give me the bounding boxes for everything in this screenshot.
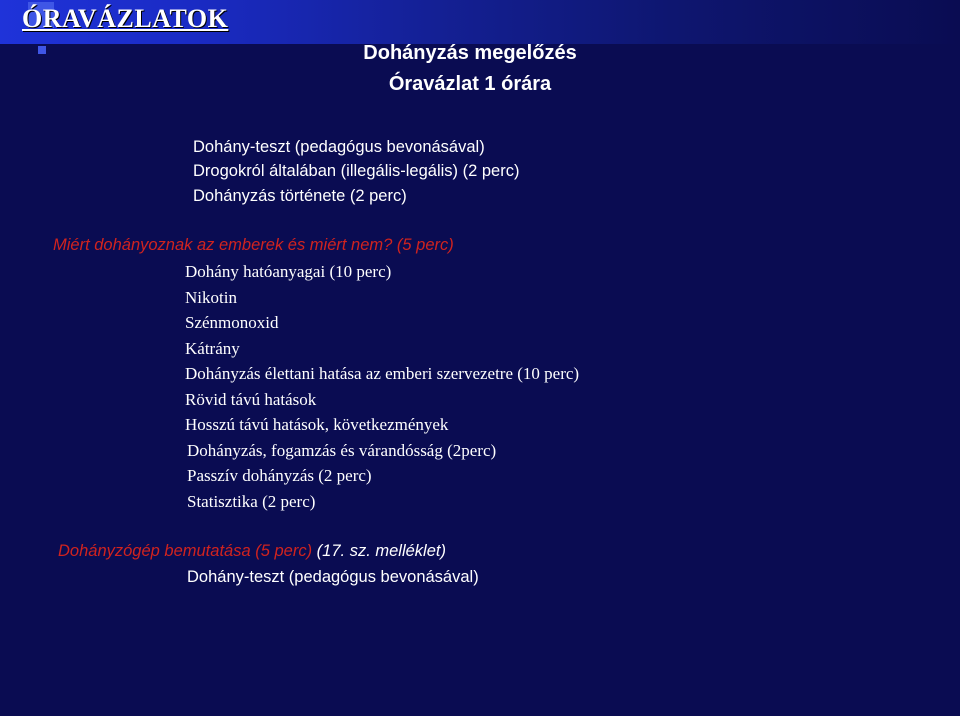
list-item: Dohány hatóanyagai (10 perc) xyxy=(185,262,392,281)
intro-item: Dohányzás története (2 perc) xyxy=(193,187,407,205)
intro-item: Drogokról általában (illegális-legális) (2 perc) xyxy=(193,162,520,180)
header-title: ÓRAVÁZLATOK xyxy=(22,4,229,33)
list-item: Statisztika (2 perc) xyxy=(187,492,316,511)
section-machine-heading xyxy=(58,541,446,561)
slide-title: Dohányzás megelőzés xyxy=(363,42,577,64)
slide-subtitle: Óravázlat 1 órára xyxy=(388,73,552,95)
section-why-heading: Miért dohányoznak az emberek és miért nem? (5 perc) xyxy=(53,236,454,254)
list-item: Szénmonoxid xyxy=(185,313,279,332)
section-machine-label: Dohányzógép bemutatása (5 perc) xyxy=(58,542,313,560)
list-item: Dohányzás élettani hatása az emberi szervezetre (10 perc) xyxy=(185,364,580,383)
list-item: Kátrány xyxy=(185,339,240,358)
list-item: Passzív dohányzás (2 perc) xyxy=(187,466,372,485)
list-item: Dohányzás, fogamzás és várandósság (2perc) xyxy=(187,441,497,460)
intro-item: Dohány-teszt (pedagógus bevonásával) xyxy=(193,138,485,156)
section-machine-note: (17. sz. melléklet) xyxy=(316,542,446,560)
list-item: Rövid távú hatások xyxy=(185,390,317,409)
closing-item: Dohány-teszt (pedagógus bevonásával) xyxy=(187,568,479,586)
list-item: Hosszú távú hatások, következmények xyxy=(185,415,449,434)
list-item: Nikotin xyxy=(185,288,237,307)
